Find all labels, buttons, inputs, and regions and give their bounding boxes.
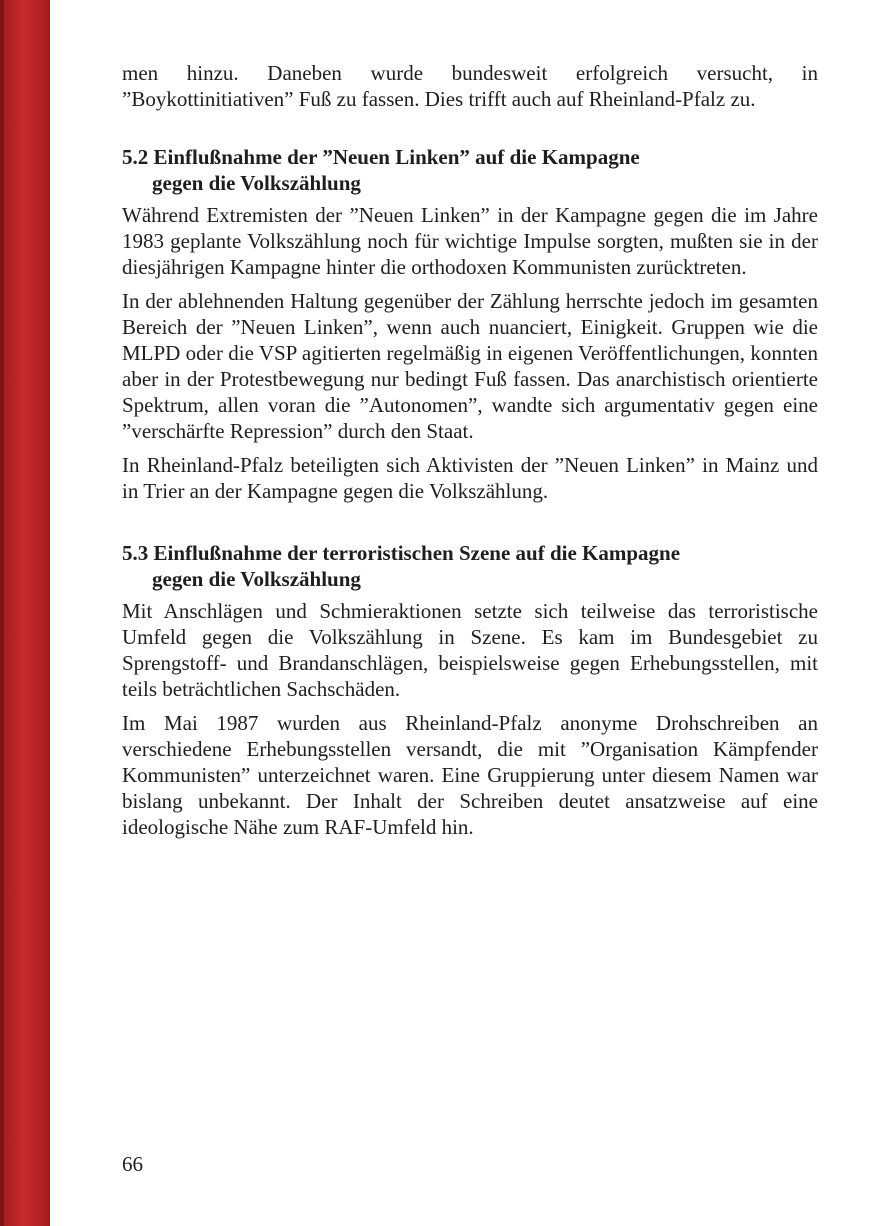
section-heading-5-3 (122, 540, 818, 592)
section-heading-5-3-line2: gegen die Volkszählung (152, 567, 361, 591)
section-5-2-paragraph: In Rheinland-Pfalz beteiligten sich Aktivisten der ”Neuen Linken” in Mainz und in Trier an der Kampagne gegen die Volkszählung. (122, 453, 818, 503)
red-binding-spine (0, 0, 50, 1226)
section-5-2-paragraph: Während Extremisten der ”Neuen Linken” in der Kampagne gegen die im Jahre 1983 geplante Volkszählung noch für wichtige Impulse sorgten, mußten sie in der diesjährigen Kampagne hinter die orthodoxen Kommunisten zurücktreten. (122, 203, 818, 279)
section-heading-5-2-line2: gegen die Volkszählung (152, 171, 361, 195)
intro-paragraph: men hinzu. Daneben wurde bundesweit erfolgreich versucht, in ”Boykottinitiativen” Fuß zu fassen. Dies trifft auch auf Rheinland-Pfalz zu. (122, 61, 818, 111)
section-5-3-paragraph: Mit Anschlägen und Schmieraktionen setzte sich teilweise das terroristische Umfeld gegen die Volkszählung in Szene. Es kam im Bundesgebiet zu Sprengstoff- und Brandanschlägen, beispielsweise gegen Erhebungsstellen, mit teils beträchtlichen Sachschäden. (122, 599, 818, 701)
page-number: 66 (122, 1152, 143, 1176)
section-5-3-paragraph: Im Mai 1987 wurden aus Rheinland-Pfalz anonyme Drohschreiben an verschiedene Erhebungsstellen versandt, die mit ”Organisation Kämpfender Kommunisten” unterzeichnet waren. Eine Gruppierung unter diesem Namen war bislang unbekannt. Der Inhalt der Schreiben deutet ansatzweise auf eine ideologische Nähe zum RAF-Umfeld hin. (122, 711, 818, 839)
section-heading-5-3-line1: 5.3 Einflußnahme der terroristischen Szene auf die Kampagne (122, 541, 681, 565)
section-5-2-paragraph: In der ablehnenden Haltung gegenüber der Zählung herrschte jedoch im gesamten Bereich der ”Neuen Linken”, wenn auch nuanciert, Einigkeit. Gruppen wie die MLPD oder die VSP agitierten regelmäßig in eigenen Veröffentlichungen, konnten aber in der Protestbewegung nur bedingt Fuß fassen. Das anarchistisch orientierte Spektrum, allen voran die ”Autonomen”, wandte sich argumentativ gegen eine ”verschärfte Repression” durch den Staat. (122, 289, 818, 443)
spine-edge (0, 0, 4, 1226)
page-body (122, 60, 818, 840)
section-heading-5-2 (122, 144, 818, 196)
section-heading-5-2-line1: 5.2 Einflußnahme der ”Neuen Linken” auf die Kampagne (122, 145, 640, 169)
